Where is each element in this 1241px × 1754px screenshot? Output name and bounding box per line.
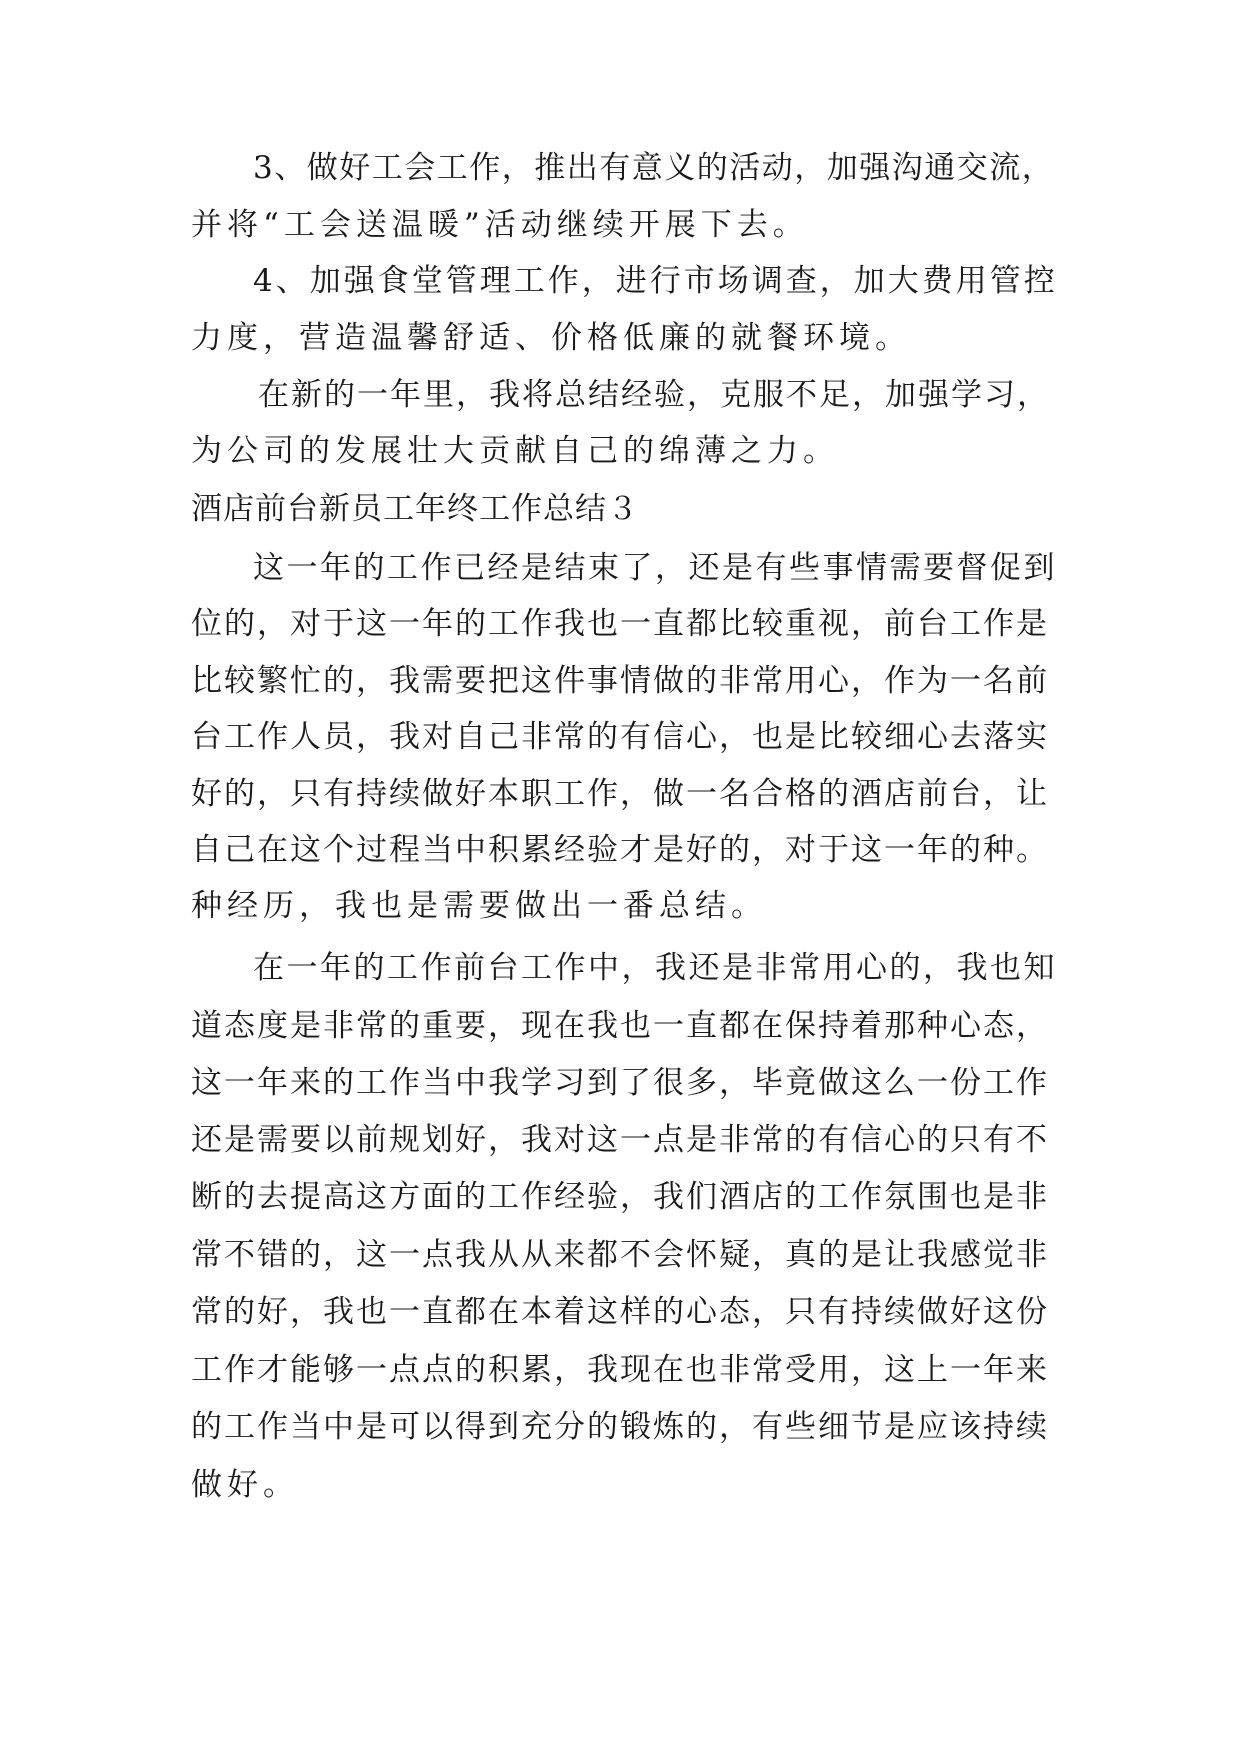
paragraph-line: 4、加强食堂管理工作，进行市场调查，加大费用管控 [253,263,1058,299]
paragraph-line: 这一年来的工作当中我学习到了很多，毕竟做这么一份工作 [191,1065,1049,1101]
paragraph-line: 还是需要以前规划好，我对这一点是非常的有信心的只有不 [191,1122,1049,1158]
paragraph-line: 的工作当中是可以得到充分的锻炼的，有些细节是应该持续 [191,1409,1049,1445]
section-heading: 酒店前台新员工年终工作总结３ [191,491,639,527]
paragraph-line: 常的好，我也一直都在本着这样的心态，只有持续做好这份 [191,1294,1049,1330]
paragraph-line: 做好。 [191,1467,299,1503]
paragraph-line: 自己在这个过程当中积累经验才是好的，对于这一年的种。 [191,832,1049,868]
paragraph-line: 台工作人员，我对自己非常的有信心，也是比较细心去落实 [191,719,1049,755]
paragraph-line: 好的，只有持续做好本职工作，做一名合格的酒店前台，让 [191,776,1049,812]
paragraph-line: 位的，对于这一年的工作我也一直都比较重视，前台工作是 [191,606,1049,642]
paragraph-line: 在一年的工作前台工作中，我还是非常用心的，我也知 [253,950,1057,986]
paragraph-line: 在新的一年里，我将总结经验，克服不足，加强学习， [258,377,1050,413]
paragraph-line: 工作才能够一点点的积累，我现在也非常受用，这上一年来 [191,1352,1049,1388]
paragraph-line: 为公司的发展壮大贡献自己的绵薄之力。 [191,433,839,469]
paragraph-line: 3、做好工会工作，推出有意义的活动，加强沟通交流， [253,150,1055,186]
paragraph-line: 道态度是非常的重要，现在我也一直都在保持着那种心态， [191,1008,1049,1044]
paragraph-line: 这一年的工作已经是结束了，还是有些事情需要督促到 [253,550,1057,586]
paragraph-line: 力度，营造温馨舒适、价格低廉的就餐环境。 [191,320,911,356]
paragraph-line: 并将“工会送温暖”活动继续开展下去。 [191,207,809,243]
paragraph-line: 种经历，我也是需要做出一番总结。 [191,888,767,924]
paragraph-line: 断的去提高这方面的工作经验，我们酒店的工作氛围也是非 [191,1179,1049,1215]
paragraph-line: 常不错的，这一点我从从来都不会怀疑，真的是让我感觉非 [191,1237,1049,1273]
paragraph-line: 比较繁忙的，我需要把这件事情做的非常用心，作为一名前 [191,663,1049,699]
